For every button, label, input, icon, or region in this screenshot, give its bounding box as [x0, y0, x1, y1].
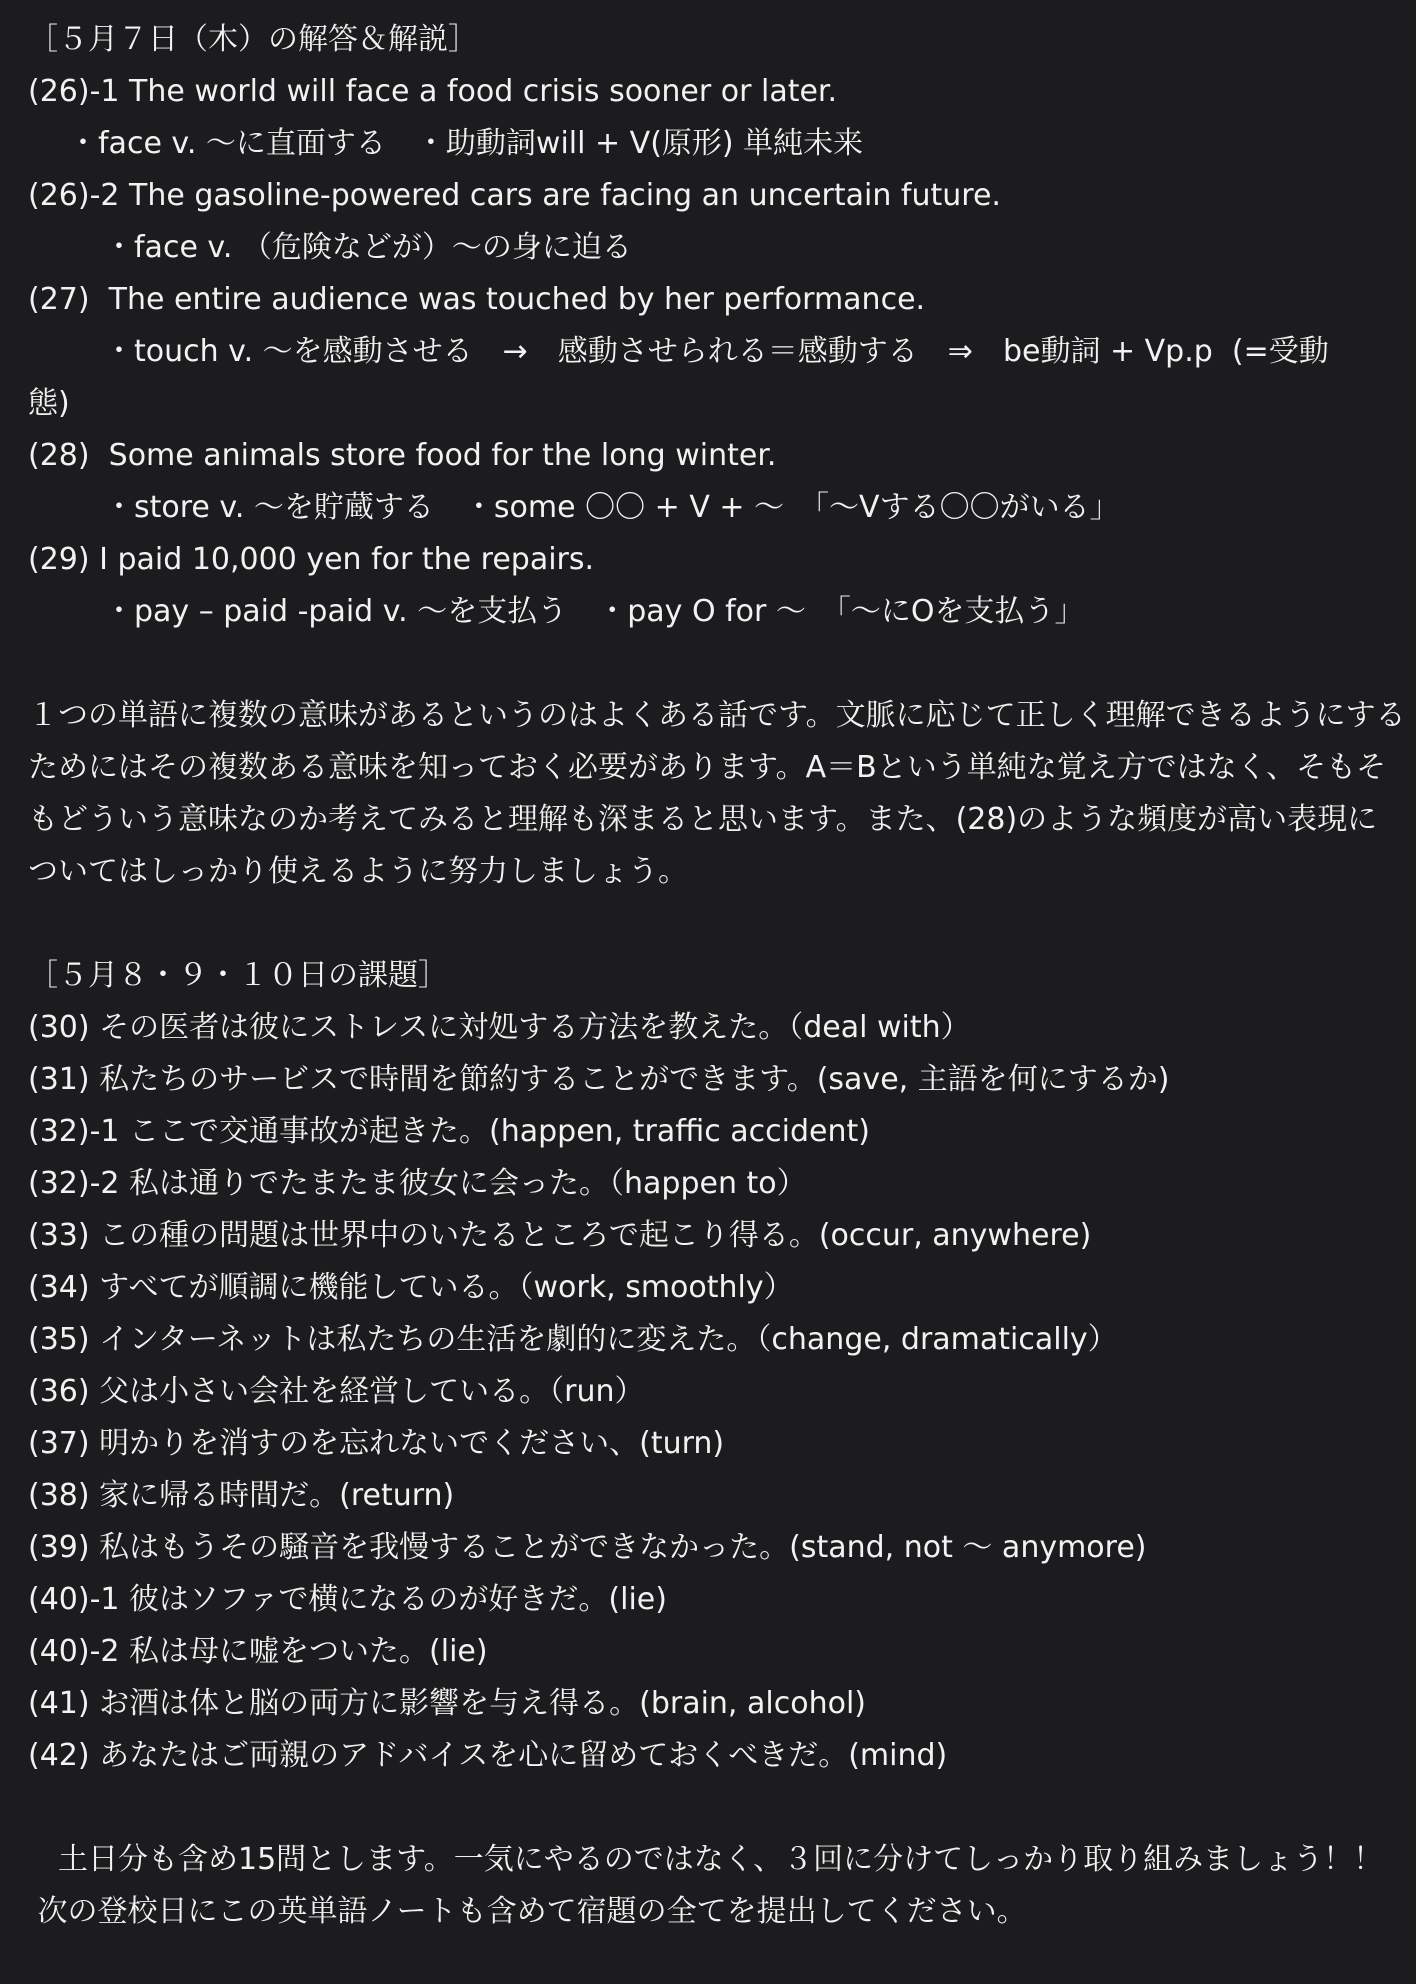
answer-26-2-note: ・face v. （危険などが）〜の身に迫る [104, 230, 632, 265]
task-40-2: (40)-2 私は母に嘘をついた。(lie) [28, 1634, 488, 1669]
task-34: (34) すべてが順調に機能している。（work, smoothly） [28, 1270, 794, 1305]
spacer [28, 1782, 1406, 1834]
task-38: (38) 家に帰る時間だ。(return) [28, 1478, 455, 1513]
task-33: (33) この種の問題は世界中のいたるところで起こり得る。(occur, anywhere) [28, 1218, 1092, 1253]
answer-29-note: ・pay – paid -paid v. 〜を支払う ・pay O for 〜 「〜にOを支払う」 [104, 594, 1085, 629]
answer-29: (29) I paid 10,000 yen for the repairs. [28, 542, 595, 577]
spacer [28, 898, 1406, 950]
answers-heading: ［５月７日（木）の解答＆解説］ [28, 22, 478, 57]
task-32-2: (32)-2 私は通りでたまたま彼女に会った。（happen to） [28, 1166, 807, 1201]
closing-submission-note: 次の登校日にこの英単語ノートも含めて宿題の全てを提出してください。 [28, 1894, 1027, 1929]
task-37: (37) 明かりを消すのを忘れないでください、(turn) [28, 1426, 725, 1461]
task-31: (31) 私たちのサービスで時間を節約することができます。(save, 主語を何にするか) [28, 1062, 1170, 1097]
task-36: (36) 父は小さい会社を経営している。（run） [28, 1374, 645, 1409]
answer-26-1-note: ・face v. 〜に直面する ・助動詞will + V(原形) 単純未来 [68, 126, 864, 161]
task-35: (35) インターネットは私たちの生活を劇的に変えた。（change, dramatically） [28, 1322, 1118, 1357]
task-40-1: (40)-1 彼はソファで横になるのが好きだ。(lie) [28, 1582, 667, 1617]
answer-26-1: (26)-1 The world will face a food crisis sooner or later. [28, 74, 838, 109]
closing-instruction: 土日分も含め15問とします。一気にやるのではなく、３回に分けてしっかり取り組みましょう！！ [28, 1842, 1384, 1877]
answer-28: (28) Some animals store food for the long winter. [28, 438, 777, 473]
answer-26-2: (26)-2 The gasoline-powered cars are facing an uncertain future. [28, 178, 1001, 213]
answer-27-note-continued: 態) [28, 386, 70, 421]
task-32-1: (32)-1 ここで交通事故が起きた。(happen, traffic accident) [28, 1114, 870, 1149]
task-39: (39) 私はもうその騒音を我慢することができなかった。(stand, not 〜 anymore) [28, 1530, 1147, 1565]
spacer [28, 638, 1406, 690]
answer-28-note: ・store v. 〜を貯蔵する ・some 〇〇 + V + 〜 「〜Vする〇〇がいる」 [104, 490, 1120, 525]
tasks-heading: ［５月８・９・１０日の課題］ [28, 958, 448, 993]
task-30: (30) その医者は彼にストレスに対処する方法を教えた。（deal with） [28, 1010, 971, 1045]
task-42: (42) あなたはご両親のアドバイスを心に留めておくべきだ。(mind) [28, 1738, 948, 1773]
answer-27-note: ・touch v. 〜を感動させる → 感動させられる＝感動する ⇒ be動詞 + Vp.p (=受動 [104, 334, 1329, 369]
commentary-paragraph: １つの単語に複数の意味があるというのはよくある話です。文脈に応じて正しく理解できるようにするためにはその複数ある意味を知っておく必要があります。A＝Bという単純な覚え方ではなく、そもそもどういう意味なのか考えてみると理解も深まると思います。また、(28)のような頻度が高い表現についてはしっかり使えるように努力しましょう。 [28, 698, 1406, 889]
task-41: (41) お酒は体と脳の両方に影響を与え得る。(brain, alcohol) [28, 1686, 866, 1721]
answer-27: (27) The entire audience was touched by her performance. [28, 282, 926, 317]
